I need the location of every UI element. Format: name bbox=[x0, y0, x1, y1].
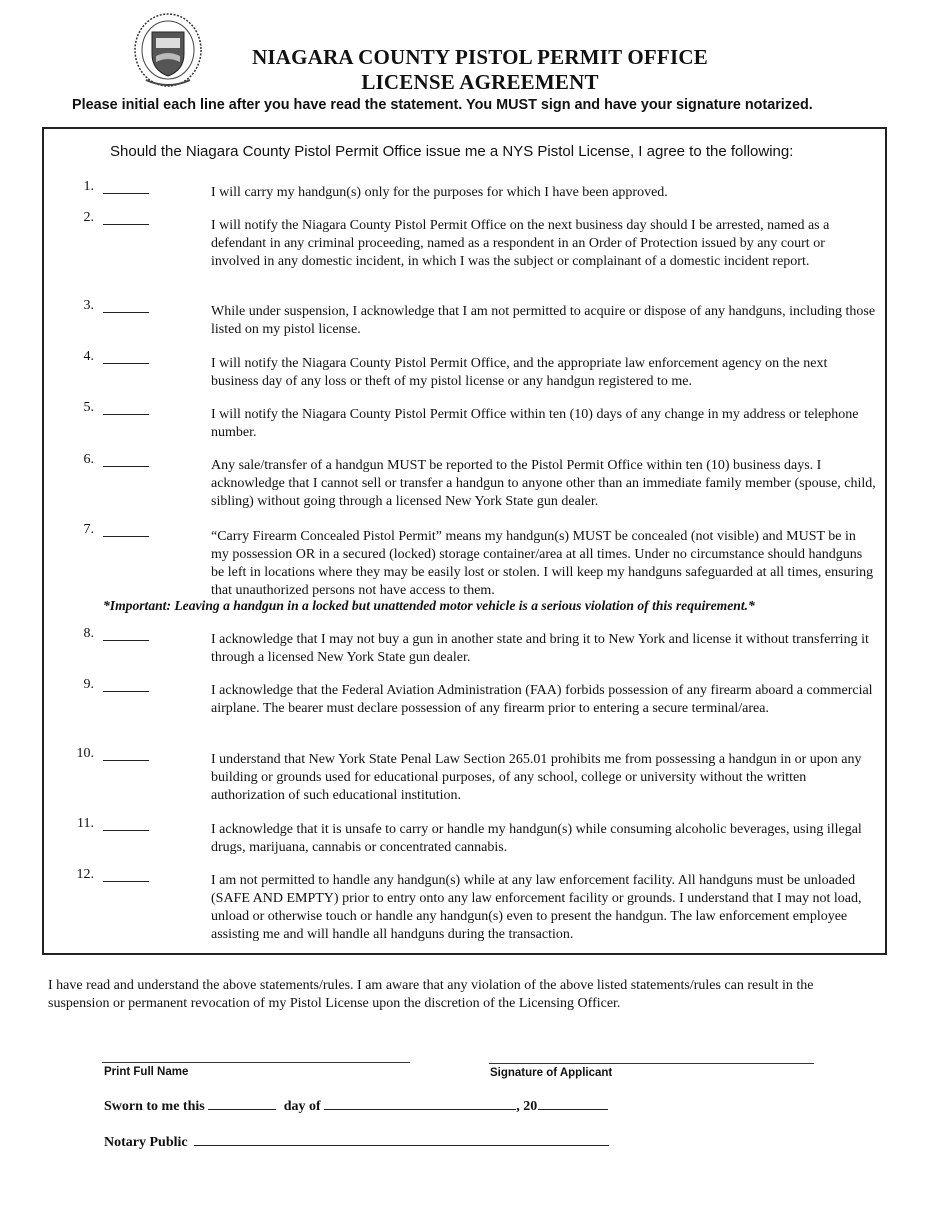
initial-field-1[interactable] bbox=[103, 179, 149, 194]
item-text: I will carry my handgun(s) only for the purposes for which I have been approved. bbox=[211, 185, 668, 200]
sworn-month-field[interactable] bbox=[324, 1097, 516, 1110]
signature-label: Signature of Applicant bbox=[490, 1067, 613, 1079]
item-text: “Carry Firearm Concealed Pistol Permit” means my handgun(s) MUST be concealed (not visible) and MUST be in my possession OR in a secured (locked) storage container/area at all times. Under no circumstance should handguns be left in locations where they may be easily lost or stolen. I will keep my handguns safeguarded at all times, ensuring that unauthorized persons not have access to them. bbox=[211, 529, 874, 598]
item-text: I will notify the Niagara County Pistol Permit Office on the next business day should I be arrested, named as a defendant in any criminal proceeding, named as a respondent in an Order of Protection issued by any court or involved in any domestic incident, in which I was the subject or complainant of a domestic incident report. bbox=[211, 218, 830, 269]
initial-field-6[interactable] bbox=[103, 452, 149, 467]
instructions-text: Please initial each line after you have read the statement. You MUST sign and have your signature notarized. bbox=[72, 97, 813, 113]
item-text: I am not permitted to handle any handgun(s) while at any law enforcement facility. All handguns must be unloaded (SAFE AND EMPTY) prior to entry onto any law enforcement facility or grounds. I understand that I may not load, unload or otherwise touch or handle any handgun(s) even to present the handgun. The law enforcement employee assisting me and will handle all handguns during the transaction. bbox=[211, 873, 862, 942]
item-text: I will notify the Niagara County Pistol Permit Office within ten (10) days of any change in my address or telephone number. bbox=[211, 407, 859, 440]
page-title: NIAGARA COUNTY PISTOL PERMIT OFFICE bbox=[252, 45, 708, 69]
sworn-prefix: Sworn to me this bbox=[104, 1099, 205, 1114]
initial-field-5[interactable] bbox=[103, 400, 149, 415]
item-number: 1. bbox=[83, 179, 94, 194]
item-text: I will notify the Niagara County Pistol Permit Office, and the appropriate law enforcement agency on the next business day of any loss or theft of my pistol license or any handgun registered to me. bbox=[211, 356, 828, 389]
item-text: I acknowledge that the Federal Aviation Administration (FAA) forbids possession of any firearm aboard a commercial airplane. The bearer must declare possession of any firearm prior to entering a secure terminal/area. bbox=[211, 683, 873, 716]
item-number: 12. bbox=[76, 867, 94, 882]
print-name-field[interactable] bbox=[102, 1061, 410, 1063]
item-text: I acknowledge that it is unsafe to carry or handle my handgun(s) while consuming alcoholic beverages, using illegal drugs, marijuana, cannabis or concentrated cannabis. bbox=[211, 822, 862, 855]
agreement-intro: Should the Niagara County Pistol Permit Office issue me a NYS Pistol License, I agree to the following: bbox=[110, 143, 794, 160]
item-number: 7. bbox=[83, 522, 94, 537]
notary-field[interactable] bbox=[194, 1133, 609, 1146]
item-text: I acknowledge that I may not buy a gun in another state and bring it to New York and license it without transferring it through a licensed New York State gun dealer. bbox=[211, 632, 869, 665]
initial-field-4[interactable] bbox=[103, 349, 149, 364]
notary-line bbox=[104, 1133, 609, 1151]
initial-field-9[interactable] bbox=[103, 677, 149, 692]
acknowledgement-text: I have read and understand the above statements/rules. I am aware that any violation of the above listed statements/rules can result in the suspension or permanent revocation of my Pistol License upon the discretion of the Licensing Officer. bbox=[48, 978, 814, 1011]
item-number: 3. bbox=[83, 298, 94, 313]
item-text: While under suspension, I acknowledge that I am not permitted to acquire or dispose of any handguns, including those listed on my pistol license. bbox=[211, 304, 876, 337]
signature-field[interactable] bbox=[489, 1062, 814, 1064]
item-number: 11. bbox=[77, 816, 94, 831]
sworn-year-label: , 20 bbox=[516, 1099, 538, 1114]
page-subtitle: LICENSE AGREEMENT bbox=[361, 70, 599, 94]
initial-field-11[interactable] bbox=[103, 816, 149, 831]
item-text: I understand that New York State Penal Law Section 265.01 prohibits me from possessing a handgun in or upon any building or grounds used for educational purposes, of any school, college or university without the written authorization of such educational institution. bbox=[211, 752, 862, 803]
print-name-label: Print Full Name bbox=[104, 1066, 189, 1078]
initial-field-12[interactable] bbox=[103, 867, 149, 882]
initial-field-3[interactable] bbox=[103, 298, 149, 313]
item-number: 5. bbox=[83, 400, 94, 415]
notary-label: Notary Public bbox=[104, 1135, 188, 1150]
sworn-line bbox=[104, 1097, 608, 1115]
initial-field-10[interactable] bbox=[103, 746, 149, 761]
item-number: 10. bbox=[76, 746, 94, 761]
item-text: Any sale/transfer of a handgun MUST be reported to the Pistol Permit Office within ten (10) business days. I acknowledge that I cannot sell or transfer a handgun to anyone other than an immediate family member (spouse, child, sibling) without going through a licensed New York State gun dealer. bbox=[211, 458, 876, 509]
initial-field-2[interactable] bbox=[103, 210, 149, 225]
item-number: 9. bbox=[83, 677, 94, 692]
sworn-day-field[interactable] bbox=[208, 1097, 276, 1110]
item-number: 8. bbox=[83, 626, 94, 641]
sworn-day-label: day of bbox=[283, 1099, 321, 1114]
important-note: *Important: Leaving a handgun in a locked but unattended motor vehicle is a serious violation of this requirement.* bbox=[103, 598, 755, 613]
sworn-year-field[interactable] bbox=[538, 1097, 608, 1110]
item-number: 6. bbox=[83, 452, 94, 467]
initial-field-7[interactable] bbox=[103, 522, 149, 537]
initial-field-8[interactable] bbox=[103, 626, 149, 641]
item-number: 4. bbox=[83, 349, 94, 364]
item-number: 2. bbox=[83, 210, 94, 225]
